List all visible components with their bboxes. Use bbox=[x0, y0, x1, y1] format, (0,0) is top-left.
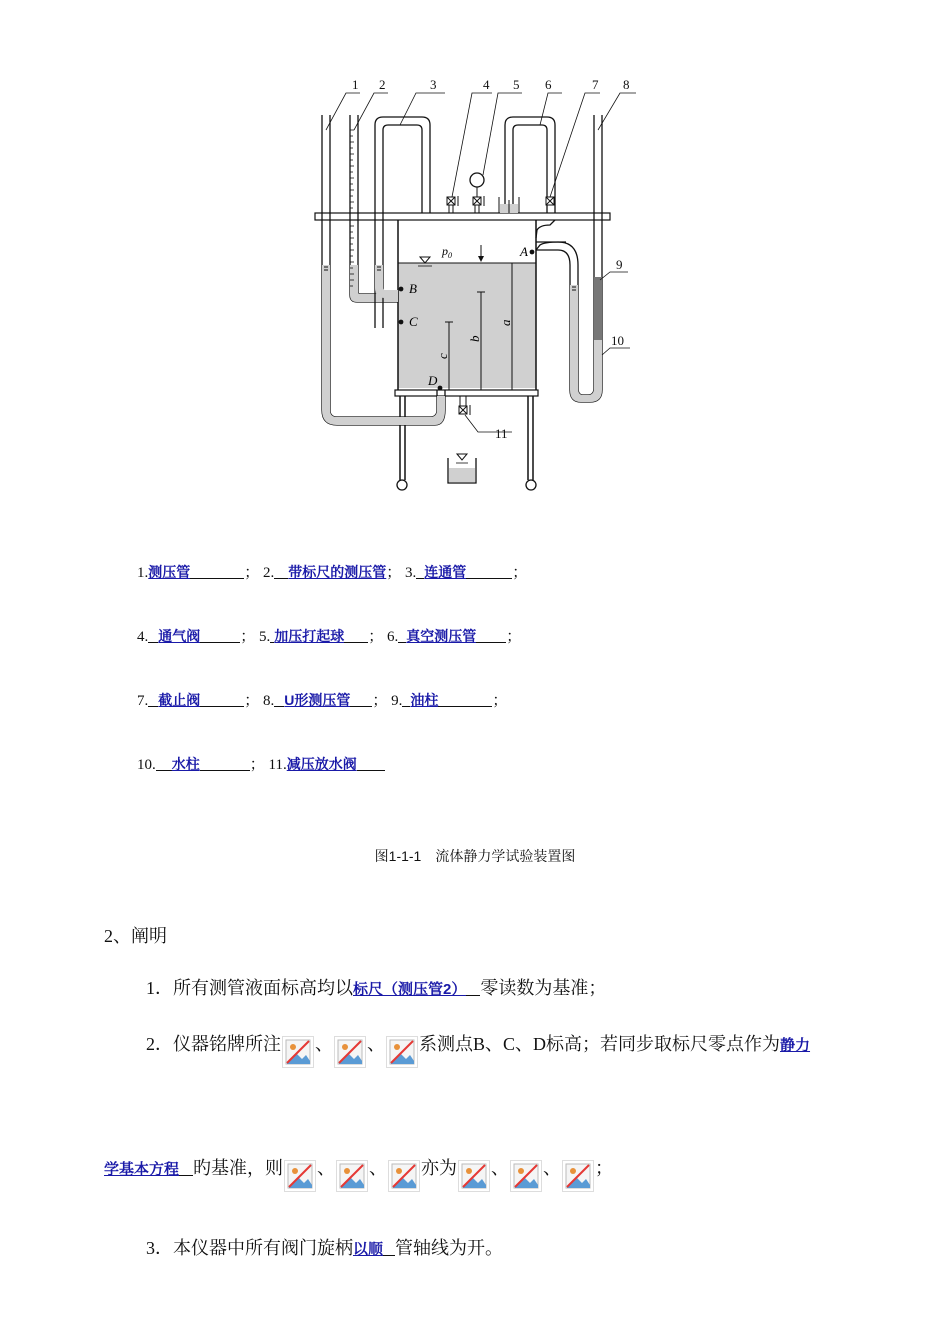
item-text: 零读数为基准； bbox=[480, 978, 607, 998]
label-10: 10 bbox=[611, 333, 624, 348]
separator: ； bbox=[372, 693, 388, 709]
broken-image-icon bbox=[284, 1160, 316, 1192]
separator: ； bbox=[506, 629, 522, 645]
point-d-label: D bbox=[428, 373, 438, 388]
dim-a-label: a bbox=[498, 319, 513, 326]
legend-num: 8. bbox=[263, 693, 275, 709]
item-2 bbox=[146, 1030, 810, 1068]
legend-answer: 截止阀 bbox=[158, 692, 201, 708]
item-text: 仪器铭牌所注 bbox=[173, 1034, 281, 1054]
label-2: 2 bbox=[379, 77, 386, 92]
item-num: 2． bbox=[146, 1034, 173, 1054]
item-text: 管轴线为开。 bbox=[395, 1238, 504, 1258]
broken-image-icon bbox=[282, 1036, 314, 1068]
dim-b-label: b bbox=[467, 335, 482, 342]
item-answer: 标尺（测压管2） bbox=[353, 981, 467, 998]
separator: 、 bbox=[491, 1158, 510, 1178]
label-7: 7 bbox=[592, 77, 599, 92]
label-8: 8 bbox=[623, 77, 630, 92]
separator: ； bbox=[512, 565, 528, 581]
apparatus-diagram bbox=[300, 70, 650, 500]
point-b-label: B bbox=[409, 281, 417, 296]
separator: ； bbox=[368, 629, 384, 645]
item-3 bbox=[146, 1234, 503, 1260]
legend-answer: 加压打起球 bbox=[274, 628, 345, 644]
legend-answer: 带标尺的测压管 bbox=[288, 564, 387, 580]
item-1 bbox=[146, 974, 606, 1000]
legend-num: 5. bbox=[259, 629, 271, 645]
separator: ； bbox=[244, 565, 260, 581]
legend-num: 7. bbox=[137, 693, 149, 709]
figure-caption: 图1-1-1 流体静力学试验装置图 bbox=[374, 848, 576, 864]
legend-answer: 油柱 bbox=[410, 692, 439, 708]
legend-row-4 bbox=[137, 753, 385, 774]
point-c-label: C bbox=[409, 314, 418, 329]
legend-num: 10. bbox=[137, 757, 156, 773]
label-3: 3 bbox=[430, 77, 437, 92]
legend-num: 6. bbox=[387, 629, 399, 645]
point-a-label: A bbox=[520, 244, 528, 259]
broken-image-icon bbox=[458, 1160, 490, 1192]
label-9: 9 bbox=[616, 257, 623, 272]
legend-num: 11. bbox=[268, 757, 287, 773]
item-text: 本仪器中所有阀门旋柄 bbox=[173, 1238, 353, 1258]
label-6: 6 bbox=[545, 77, 552, 92]
legend-answer: 减压放水阀 bbox=[286, 756, 357, 772]
item-text: 亦为 bbox=[421, 1158, 458, 1178]
item-text: 系测点B、C、D标高；若同步取标尺零点作为 bbox=[419, 1034, 781, 1054]
legend-num: 4. bbox=[137, 629, 149, 645]
broken-image-icon bbox=[510, 1160, 542, 1192]
broken-image-icon bbox=[388, 1160, 420, 1192]
bottom-plate bbox=[395, 390, 538, 396]
legend-num: 9. bbox=[391, 693, 403, 709]
broken-image-icon bbox=[334, 1036, 366, 1068]
separator: ； bbox=[386, 565, 402, 581]
label-5: 5 bbox=[513, 77, 520, 92]
legend-row-3 bbox=[137, 689, 507, 710]
legend-row-1 bbox=[137, 561, 527, 582]
legend-num: 1. bbox=[137, 565, 149, 581]
item-answer: 静力 bbox=[780, 1037, 811, 1054]
item-text: 所有测管液面标高均以 bbox=[173, 978, 353, 998]
tank-water bbox=[398, 263, 536, 388]
item-2-continued bbox=[104, 1154, 613, 1192]
legend-row-2 bbox=[137, 625, 521, 646]
separator: 、 bbox=[367, 1034, 385, 1054]
label-11: 11 bbox=[495, 426, 508, 441]
legend-answer: 真空测压管 bbox=[406, 628, 477, 644]
item-answer: 学基本方程 bbox=[104, 1161, 180, 1178]
top-plate bbox=[315, 213, 610, 220]
p0-label: $p_0$ bbox=[442, 244, 452, 260]
legend-answer: U形测压管 bbox=[284, 692, 351, 708]
label-1: 1 bbox=[352, 77, 359, 92]
broken-image-icon bbox=[562, 1160, 594, 1192]
item-num: 1． bbox=[146, 978, 173, 998]
separator: 、 bbox=[315, 1034, 333, 1054]
broken-image-icon bbox=[386, 1036, 418, 1068]
legend-num: 3. bbox=[405, 565, 417, 581]
separator: 、 bbox=[543, 1158, 562, 1178]
item-num: 3． bbox=[146, 1238, 173, 1258]
separator: ； bbox=[492, 693, 508, 709]
separator: 、 bbox=[317, 1158, 336, 1178]
legend-answer: 测压管 bbox=[148, 564, 191, 580]
label-4: 4 bbox=[483, 77, 490, 92]
legend-answer: 连通管 bbox=[424, 564, 467, 580]
legend-answer: 水柱 bbox=[171, 756, 200, 772]
separator: ； bbox=[595, 1158, 614, 1178]
separator: ； bbox=[244, 693, 260, 709]
item-answer: 以顺 bbox=[353, 1241, 384, 1258]
dim-c-label: c bbox=[435, 353, 450, 359]
oil-column bbox=[594, 277, 602, 340]
separator: ； bbox=[249, 757, 265, 773]
legend-num: 2. bbox=[263, 565, 275, 581]
separator: ； bbox=[240, 629, 256, 645]
separator: 、 bbox=[369, 1158, 388, 1178]
item-text: 旳基准，则 bbox=[193, 1158, 284, 1178]
section-heading: 2、阐明 bbox=[104, 926, 167, 946]
broken-image-icon bbox=[336, 1160, 368, 1192]
legend-answer: 通气阀 bbox=[158, 628, 201, 644]
